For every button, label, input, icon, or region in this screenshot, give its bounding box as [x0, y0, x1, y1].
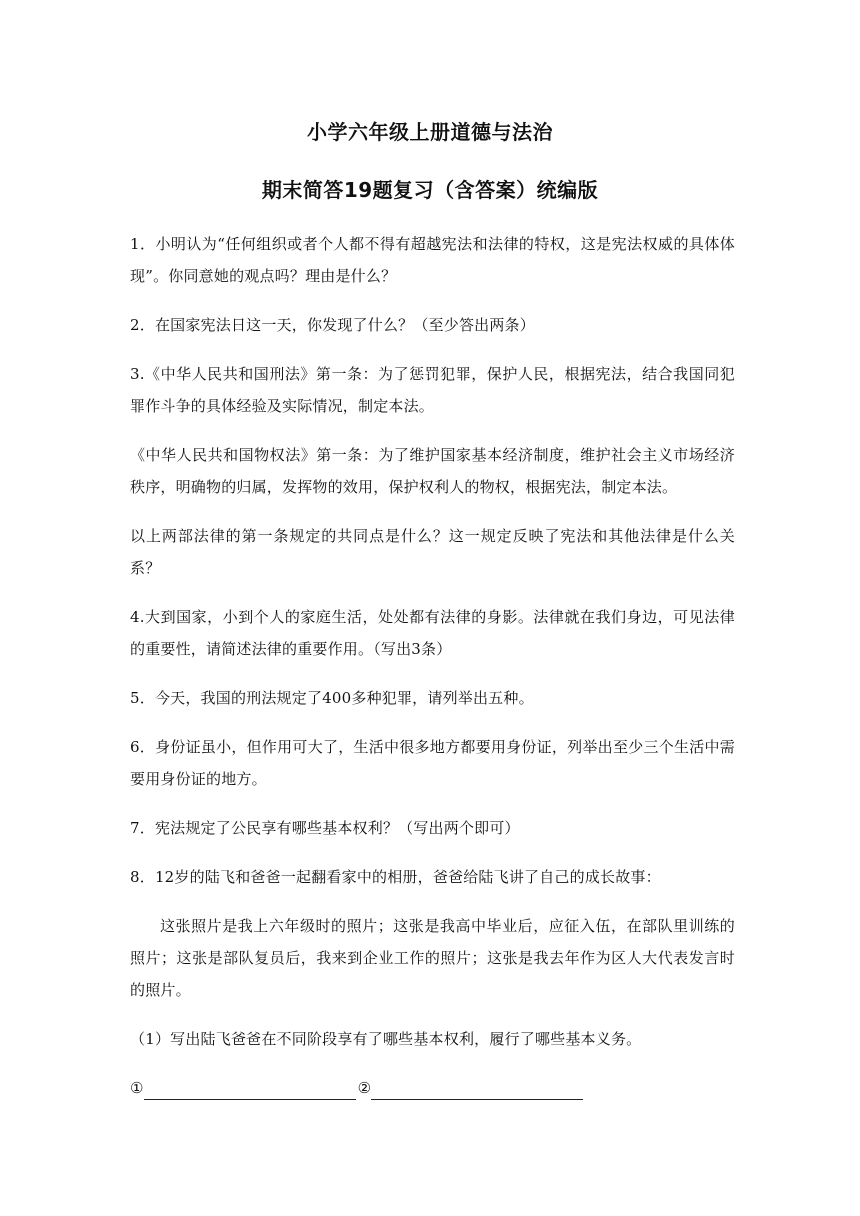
- answer-blank-1: [144, 1077, 356, 1100]
- question-1: 1．小明认为“任何组织或者个人都不得有超越宪法和法律的特权，这是宪法权威的具体体现”。你同意她的观点吗？理由是什么？: [130, 235, 735, 285]
- answer-blank-2: [371, 1077, 583, 1100]
- question-7: 7．宪法规定了公民享有哪些基本权利？（写出两个即可）: [130, 819, 520, 837]
- question-4: 4.大到国家，小到个人的家庭生活，处处都有法律的身影。法律就在我们身边，可见法律的重要性，请简述法律的重要作用。（写出3条）: [130, 608, 735, 658]
- question-3-criminal-law: 3.《中华人民共和国刑法》第一条：为了惩罚犯罪，保护人民，根据宪法，结合我国同犯罪作斗争的具体经验及实际情况，制定本法。: [130, 365, 735, 415]
- question-3-property-law: 《中华人民共和国物权法》第一条：为了维护国家基本经济制度，维护社会主义市场经济秩序，明确物的归属，发挥物的效用，保护权利人的物权，根据宪法，制定本法。: [130, 446, 735, 496]
- question-8-sub-1: （1）写出陆飞爸爸在不同阶段享有了哪些基本权利，履行了哪些基本义务。: [130, 1030, 642, 1048]
- blank-label-1: ①: [130, 1079, 144, 1097]
- answer-blanks: [130, 1072, 735, 1104]
- question-8: 8．12岁的陆飞和爸爸一起翻看家中的相册，爸爸给陆飞讲了自己的成长故事：: [130, 868, 661, 886]
- question-3-prompt: 以上两部法律的第一条规定的共同点是什么？这一规定反映了宪法和其他法律是什么关系？: [130, 527, 735, 577]
- document-body: [130, 228, 735, 1104]
- document-subtitle: 期末简答19题复习（含答案）统编版: [261, 178, 599, 202]
- question-8-story: 这张照片是我上六年级时的照片；这张是我高中毕业后，应征入伍，在部队里训练的照片；这张是部队复员后，我来到企业工作的照片；这张是我去年作为区人大代表发言时的照片。: [130, 917, 735, 999]
- document-title: 小学六年级上册道德与法治: [307, 120, 553, 144]
- question-5: 5．今天，我国的刑法规定了400多种犯罪，请列举出五种。: [130, 689, 534, 707]
- blank-label-2: ②: [357, 1079, 372, 1097]
- question-2: 2．在国家宪法日这一天，你发现了什么？（至少答出两条）: [130, 316, 535, 334]
- question-6: 6．身份证虽小，但作用可大了，生活中很多地方都要用身份证，列举出至少三个生活中需要用身份证的地方。: [130, 738, 735, 788]
